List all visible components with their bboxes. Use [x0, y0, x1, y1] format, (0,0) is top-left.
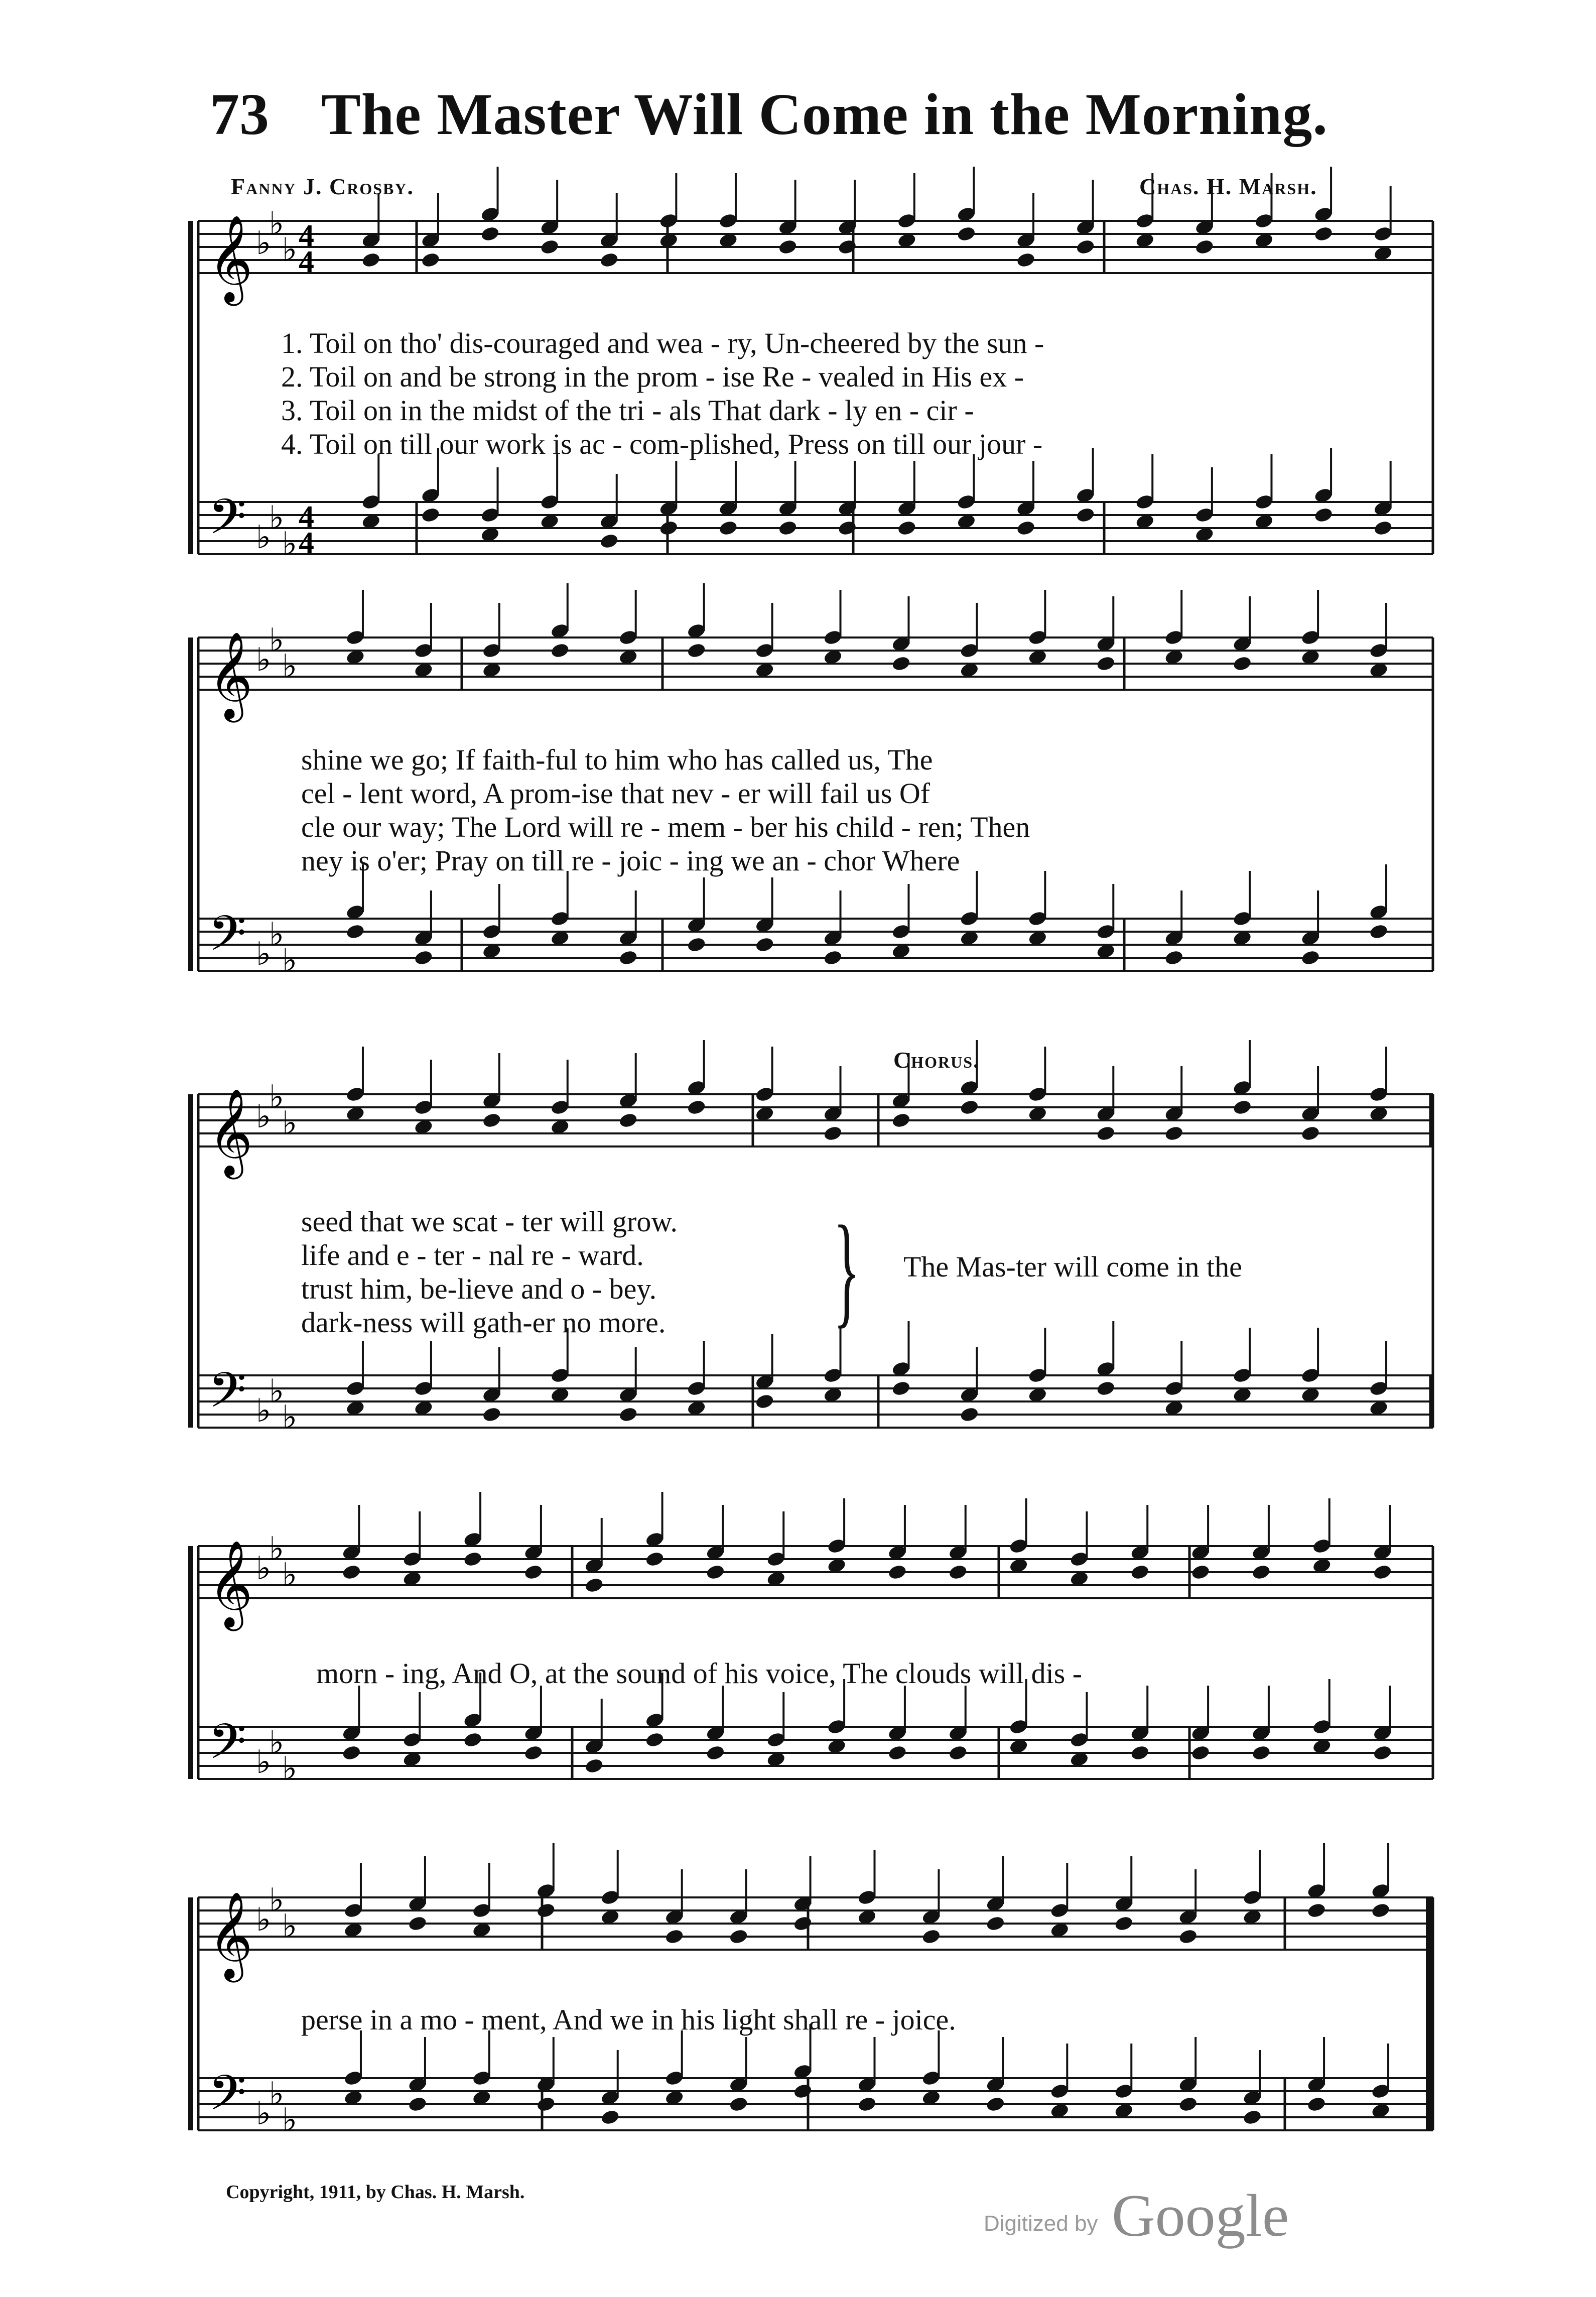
bass-note	[618, 949, 638, 966]
treble-note	[482, 1112, 502, 1129]
bass-note	[1190, 1744, 1211, 1761]
treble-note	[1016, 251, 1036, 269]
treble-note	[985, 1915, 1005, 1932]
bass-note	[792, 2083, 813, 2100]
treble-note	[664, 1928, 685, 1945]
treble-note	[887, 1564, 907, 1581]
treble-note	[1164, 1125, 1184, 1142]
digitized-by-label: Digitized by	[984, 2211, 1098, 2236]
flat-sign: ♭	[269, 622, 285, 659]
bass-note	[536, 2096, 556, 2113]
bass-clef: 𝄢	[208, 905, 246, 974]
flat-sign: ♭	[282, 1399, 298, 1436]
lyric-line-3-4: dark-ness will gath-er no more.	[301, 1306, 666, 1339]
bass-clef: 𝄢	[208, 488, 246, 557]
bass-note	[1373, 520, 1393, 537]
bass-note	[729, 2096, 749, 2113]
treble-note	[1371, 1902, 1391, 1919]
hymn-title: The Master Will Come in the Morning.	[321, 81, 1328, 147]
flat-sign: ♭	[282, 1105, 298, 1142]
treble-note	[921, 1928, 941, 1945]
time-signature: 4	[299, 219, 314, 253]
system-bracket	[188, 221, 193, 554]
lyric-line-1-1: 1. Toil on tho' dis-couraged and wea - ry, Un-cheered by the sun -	[281, 327, 1044, 359]
bass-note	[645, 1731, 665, 1748]
flat-sign: ♭	[269, 499, 285, 537]
treble-note	[1096, 1125, 1116, 1142]
bass-note	[1251, 1744, 1271, 1761]
bass-note	[1300, 949, 1320, 966]
treble-note	[1130, 1564, 1150, 1581]
treble-note	[523, 1564, 544, 1581]
time-signature: 4	[299, 500, 314, 534]
treble-note	[705, 1564, 725, 1581]
flat-sign: ♭	[269, 1724, 285, 1761]
flat-sign: ♭	[282, 526, 298, 563]
treble-note	[687, 642, 707, 659]
bass-note	[341, 1744, 361, 1761]
lyric-line-3-2: life and e - ter - nal re - ward.	[301, 1239, 644, 1271]
treble-note	[341, 1564, 361, 1581]
lyric-line-2-1: shine we go; If faith-ful to him who has called us, The	[301, 743, 933, 776]
final-barline	[1426, 1897, 1432, 2130]
flat-sign: ♭	[256, 1392, 272, 1430]
treble-note	[891, 1112, 911, 1129]
treble-clef: 𝄞	[208, 1891, 253, 1979]
copyright-notice: Copyright, 1911, by Chas. H. Marsh.	[226, 2182, 525, 2203]
bass-note	[523, 1744, 544, 1761]
bass-note	[600, 2109, 620, 2126]
bass-note	[618, 1406, 638, 1423]
bass-note	[599, 533, 619, 550]
bass-note	[1242, 2109, 1262, 2126]
bass-note	[1164, 949, 1184, 966]
flat-sign: ♭	[282, 648, 298, 685]
bass-note	[1306, 2096, 1326, 2113]
time-signature: 4	[299, 245, 314, 279]
system-bracket	[188, 1094, 193, 1428]
treble-note	[463, 1551, 483, 1568]
bass-note	[1130, 1744, 1150, 1761]
flat-sign: ♭	[282, 1557, 298, 1594]
bass-note	[658, 520, 679, 537]
chorus-label: Chorus.	[893, 1047, 980, 1073]
flat-sign: ♭	[256, 1901, 272, 1939]
bass-clef: 𝄢	[208, 2064, 246, 2133]
treble-note	[1300, 1125, 1320, 1142]
treble-note	[948, 1564, 968, 1581]
bass-note	[482, 1406, 502, 1423]
lyric-line-1-4: 4. Toil on till our work is ac - com-plished, Press on till our jour -	[281, 428, 1043, 460]
bass-note	[1373, 1744, 1393, 1761]
treble-note	[536, 1902, 556, 1919]
treble-note	[1190, 1564, 1211, 1581]
hymn-number: 73	[210, 81, 269, 147]
bass-note	[1369, 923, 1389, 940]
lyric-line-3-1: seed that we scat - ter will grow.	[301, 1205, 678, 1238]
treble-note	[1232, 655, 1252, 672]
flat-sign: ♭	[256, 1744, 272, 1781]
bass-note	[414, 949, 434, 966]
bass-note	[463, 1731, 483, 1748]
treble-note	[408, 1915, 428, 1932]
treble-note	[687, 1099, 707, 1116]
bass-note	[948, 1744, 968, 1761]
treble-note	[1232, 1099, 1252, 1116]
lyric-line-2-3: cle our way; The Lord will re - mem - ber his child - ren; Then	[301, 811, 1030, 843]
bass-note	[421, 506, 441, 524]
bass-note	[1178, 2096, 1198, 2113]
chorus-lyric-line: The Mas-ter will come in the	[903, 1250, 1242, 1283]
treble-note	[1114, 1915, 1134, 1932]
treble-note	[550, 642, 570, 659]
verse-brace: }	[833, 1200, 860, 1339]
bass-note	[1016, 520, 1036, 537]
lyric-line-5-1: perse in a mo - ment, And we in his light shall re - joice.	[301, 2003, 956, 2036]
flat-sign: ♭	[256, 1550, 272, 1587]
treble-note	[645, 1551, 665, 1568]
flat-sign: ♭	[269, 1530, 285, 1568]
flat-sign: ♭	[282, 231, 298, 269]
flat-sign: ♭	[269, 1373, 285, 1410]
treble-note	[599, 251, 619, 269]
bass-note	[408, 2096, 428, 2113]
time-signature: 4	[299, 526, 314, 560]
lyric-line-1-3: 3. Toil on in the midst of the tri - als That dark - ly en - cir -	[281, 394, 974, 427]
system-bracket	[188, 1546, 193, 1779]
bass-clef: 𝄢	[208, 1361, 246, 1431]
treble-note	[792, 1915, 813, 1932]
flat-sign: ♭	[256, 936, 272, 973]
treble-note	[1096, 655, 1116, 672]
lyric-line-2-2: cel - lent word, A prom-ise that nev - er will fail us Of	[301, 777, 930, 810]
bass-note	[823, 949, 843, 966]
treble-note	[584, 1577, 604, 1594]
bass-note	[755, 1393, 775, 1410]
system-bracket	[188, 637, 193, 971]
google-logo: Google	[1112, 2182, 1289, 2249]
treble-note	[778, 238, 798, 256]
treble-note	[1251, 1564, 1271, 1581]
flat-sign: ♭	[256, 1098, 272, 1135]
treble-note	[1306, 1902, 1326, 1919]
treble-note	[1313, 225, 1334, 242]
lyric-line-4-1: morn - ing, And O, at the sound of his voice, The clouds will dis -	[316, 1657, 1083, 1690]
bass-note	[1076, 506, 1096, 524]
treble-note	[480, 225, 500, 242]
flat-sign: ♭	[256, 519, 272, 556]
treble-note	[1076, 238, 1096, 256]
bass-note	[897, 520, 917, 537]
flat-sign: ♭	[256, 642, 272, 679]
bass-note	[705, 1744, 725, 1761]
flat-sign: ♭	[282, 2102, 298, 2139]
treble-clef: 𝄞	[208, 215, 253, 302]
bass-note	[778, 520, 798, 537]
bass-note	[718, 520, 738, 537]
composer-credit: Chas. H. Marsh.	[1139, 174, 1317, 199]
treble-clef: 𝄞	[208, 1088, 253, 1176]
bass-note	[887, 1744, 907, 1761]
treble-note	[618, 1112, 638, 1129]
lyricist-credit: Fanny J. Crosby.	[231, 174, 415, 199]
flat-sign: ♭	[282, 1750, 298, 1788]
treble-note	[1194, 238, 1215, 256]
treble-clef: 𝄞	[208, 1540, 253, 1627]
system-bracket	[188, 1897, 193, 2130]
bass-note	[985, 2096, 1005, 2113]
lyric-line-2-4: ney is o'er; Pray on till re - joic - ing we an - chor Where	[301, 844, 960, 877]
treble-note	[540, 238, 560, 256]
lyric-line-1-2: 2. Toil on and be strong in the prom - ise Re - vealed in His ex -	[281, 360, 1024, 393]
bass-note	[1313, 506, 1334, 524]
bass-note	[755, 936, 775, 953]
treble-clef: 𝄞	[208, 631, 253, 719]
flat-sign: ♭	[256, 225, 272, 262]
flat-sign: ♭	[282, 942, 298, 979]
flat-sign: ♭	[256, 2095, 272, 2132]
bass-note	[345, 923, 365, 940]
flat-sign: ♭	[269, 2076, 285, 2113]
treble-note	[729, 1928, 749, 1945]
bass-note	[959, 1406, 979, 1423]
bass-note	[857, 2096, 877, 2113]
treble-note	[1178, 1928, 1198, 1945]
flat-sign: ♭	[269, 1079, 285, 1116]
treble-note	[891, 655, 911, 672]
bass-clef: 𝄢	[208, 1713, 246, 1782]
treble-note	[823, 1125, 843, 1142]
treble-note	[361, 251, 381, 269]
treble-note	[1373, 1564, 1393, 1581]
treble-note	[956, 225, 976, 242]
lyric-line-3-3: trust him, be-lieve and o - bey.	[301, 1272, 657, 1305]
treble-note	[421, 251, 441, 269]
bass-note	[891, 1380, 911, 1397]
bass-note	[1096, 1380, 1116, 1397]
flat-sign: ♭	[269, 205, 285, 242]
bass-note	[687, 936, 707, 953]
bass-note	[584, 1757, 604, 1774]
flat-sign: ♭	[269, 1882, 285, 1919]
flat-sign: ♭	[282, 1908, 298, 1945]
treble-note	[959, 1099, 979, 1116]
flat-sign: ♭	[269, 916, 285, 953]
